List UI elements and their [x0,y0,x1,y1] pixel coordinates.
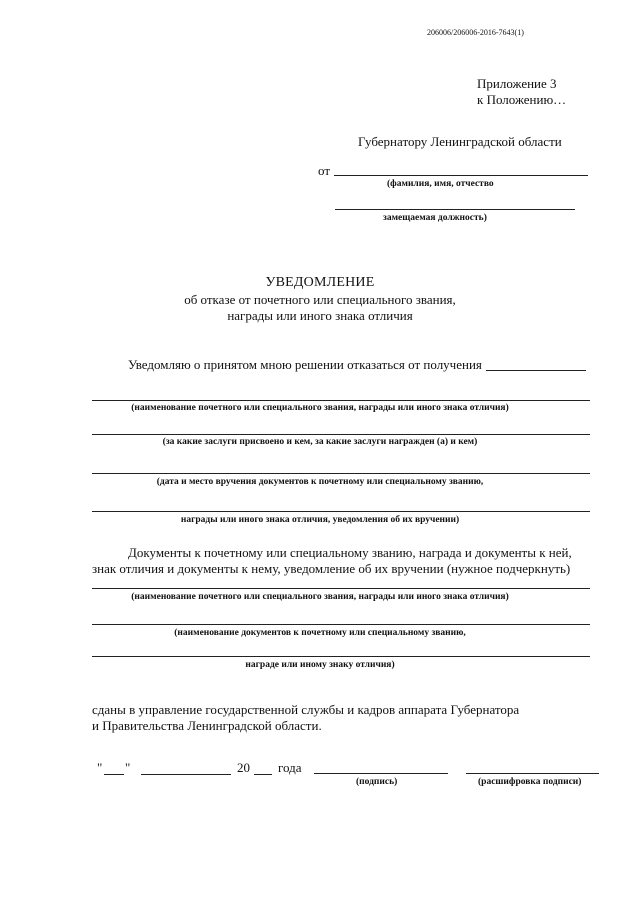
signature-decode-hint: (расшифровка подписи) [478,777,582,787]
from-label: от [318,163,331,178]
position-hint: замещаемая должность) [383,213,487,223]
date-place-hint: (дата и место вручения документов к почетному или специальному званию, [156,477,484,487]
position-field[interactable] [335,209,575,210]
documents-text-line-2: знак отличия и документы к нему, уведомление об их вручении (нужное подчеркнуть) [92,561,571,576]
appendix-line-1: Приложение 3 [477,76,557,91]
date-quote-open: " [97,760,103,775]
fio-hint: (фамилия, имя, отчество [387,179,494,189]
award-field[interactable] [92,511,590,512]
year-prefix: 20 [237,760,250,775]
documents-title-field[interactable] [92,588,590,589]
documents-title-hint: (наименование почетного или специального звания, награды или иного знака отличия) [131,592,509,602]
addressee: Губернатору Ленинградской области [358,134,562,149]
year-suffix: года [278,760,302,775]
document-title: УВЕДОМЛЕНИЕ [265,275,375,290]
merits-field[interactable] [92,434,590,435]
notice-field-inline[interactable] [486,370,586,371]
fio-field[interactable] [334,175,588,176]
signature-field[interactable] [314,773,448,774]
documents-name-field[interactable] [92,624,590,625]
documents-text-line-1: Документы к почетному или специальному званию, награда и документы к ней, [128,545,572,560]
documents-name-hint: (наименование документов к почетному или специальному званию, [174,628,466,638]
title-subline-1: об отказе от почетного или специального звания, [184,292,456,307]
signature-hint: (подпись) [356,777,398,787]
appendix-line-2: к Положению… [477,92,567,107]
submitted-text-line-2: и Правительства Ленинградской области. [92,718,322,733]
signature-decode-field[interactable] [466,773,599,774]
documents-award-field[interactable] [92,656,590,657]
documents-award-hint: награде или иному знаку отличия) [245,660,395,670]
date-quote-close: " [125,760,131,775]
document-id: 206006/206006-2016-7643(1) [427,28,524,37]
title-subline-2: награды или иного знака отличия [227,308,413,323]
title-name-field[interactable] [92,400,590,401]
year-field[interactable] [254,774,272,775]
submitted-text-line-1: сданы в управление государственной службы и кадров аппарата Губернатора [92,702,520,717]
title-name-hint: (наименование почетного или специального звания, награды или иного знака отличия) [131,403,509,413]
month-field[interactable] [141,774,231,775]
date-place-field[interactable] [92,473,590,474]
day-field[interactable] [104,774,124,775]
notice-text: Уведомляю о принятом мною решении отказаться от получения [128,357,482,372]
award-hint: награды или иного знака отличия, уведомления об их вручении) [180,515,460,525]
merits-hint: (за какие заслуги присвоено и кем, за какие заслуги награжден (а) и кем) [162,437,478,447]
